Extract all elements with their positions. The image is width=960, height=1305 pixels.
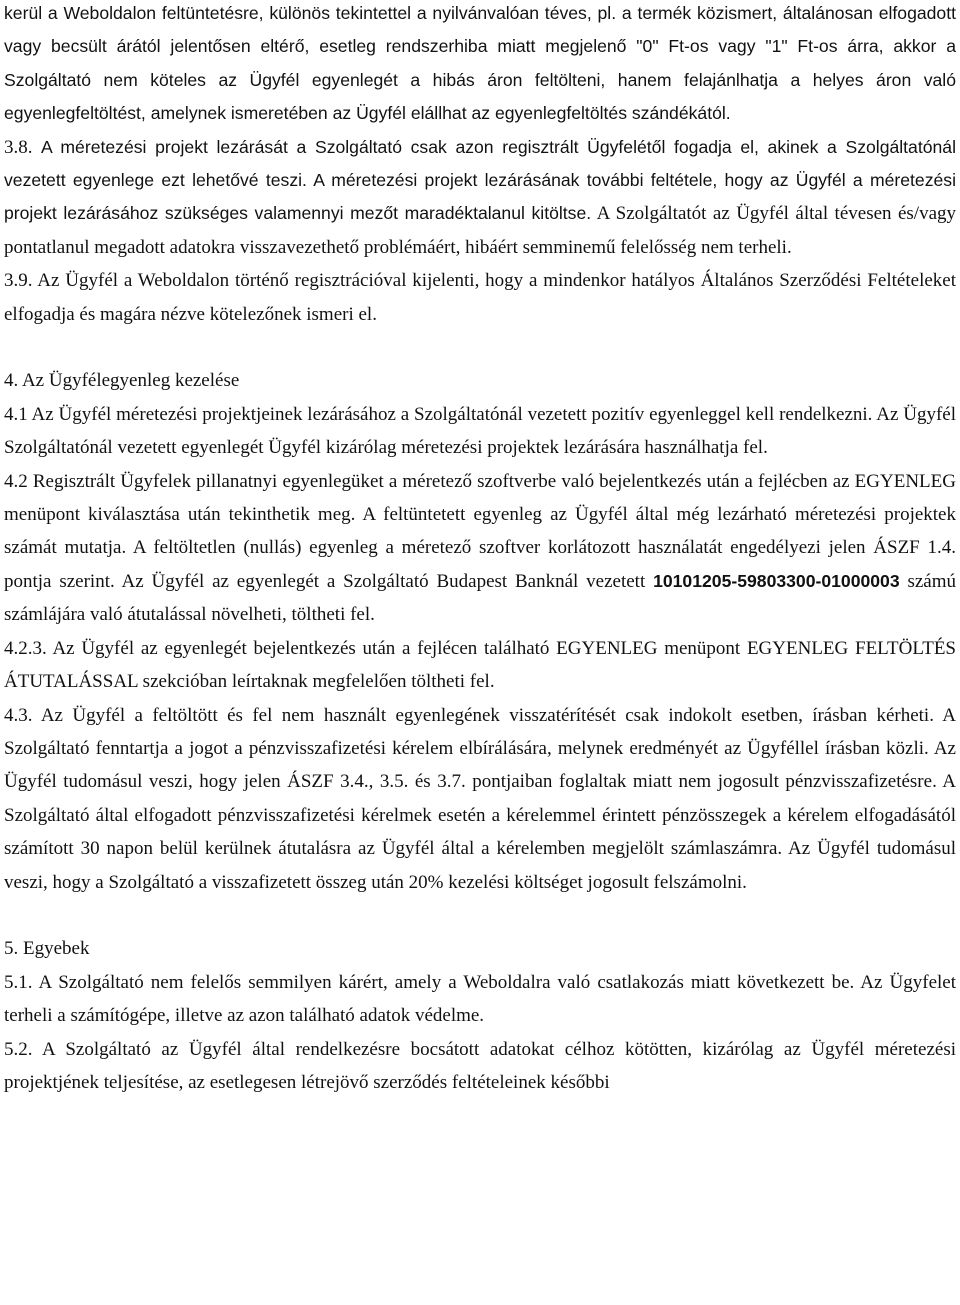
paragraph-3-8-sans-text: A méretezési projekt lezárását a Szolgáltató csak azon regisztrált Ügyfelétől fogadja el, akinek a Szolgáltatónál vezetett egyenlege ezt lehetővé teszi. A méretezési projekt lezárásának további feltétele, hogy az Ügyfél a méretezési projekt lezárásához szükséges valamennyi mezőt maradéktalanul kitöltse.: [4, 136, 956, 224]
paragraph-4-2-text: 4.2 Regisztrált Ügyfelek pillanatnyi egyenlegüket a méretező szoftverbe való bejelentkezés után a fejlécben az EGYENLEG menüpont kiválasztása után tekinthetik meg. A feltüntetett egyenleg az Ügyfél által még lezárható méretezési projektek számát mutatja. A feltöltetlen (nullás) egyenleg a méretező szoftver korlátozott használatát engedélyezi jelen ÁSZF 1.4. pontja szerint. Az Ügyfél az egyenlegét a Szolgáltató Budapest Banknál vezetett: [4, 470, 956, 592]
paragraph-3-8-serif-text: A Szolgáltatót az Ügyfél által tévesen és/vagy pontatlanul megadott adatokra visszavezethető problémáért, hibáért semminemű felelősség nem terheli.: [4, 203, 957, 258]
paragraph-4-3: 4.3. Az Ügyfél a feltöltött és fel nem használt egyenlegének visszatérítését csak indokolt esetben, írásban kérheti. A Szolgáltató fenntartja a jogot a pénzvisszafizetési kérelem elbírálására, melynek eredményét az Ügyféllel írásban közli. Az Ügyfél tudomásul veszi, hogy jelen ÁSZF 3.4., 3.5. és 3.7. pontjaiban foglaltak miatt nem jogosult pénzvisszafizetésre. A Szolgáltató által elfogadott pénzvisszafizetési kérelmek esetén a kérelemmel érintett pénzösszegek a kérelem elfogadásától számított 30 napon belül kerülnek átutalásra az Ügyfél által a kérelemben megjelölt számlaszámra. Az Ügyfél tudomásul veszi, hogy a Szolgáltató a visszafizetett összeg után 20% kezelési költséget jogosult felszámolni.: [4, 704, 956, 893]
paragraph-4-2: [4, 465, 956, 632]
paragraph-5-2: 5.2. A Szolgáltató az Ügyfél által rendelkezésre bocsátott adatokat célhoz kötötten, kizárólag az Ügyfél méretezési projektjének teljesítése, az esetlegesen létrejövő szerződés feltételeinek későbbi: [4, 1038, 956, 1093]
document-page: [4, 0, 956, 1099]
paragraph-4-1: 4.1 Az Ügyfél méretezési projektjeinek lezárásához a Szolgáltatónál vezetett pozitív egyenleggel kell rendelkezni. Az Ügyfél Szolgáltatónál vezetett egyenlegét Ügyfél kizárólag méretezési projektek lezárására használhatja fel.: [4, 403, 956, 459]
paragraph-3-7-continuation: kerül a Weboldalon feltüntetésre, különös tekintettel a nyilvánvalóan téves, pl. a termék közismert, általánosan elfogadott vagy becsült árától jelentősen eltérő, esetleg rendszerhiba miatt megjelenő "0" Ft-os vagy "1" Ft-os árra, akkor a Szolgáltató nem köteles az Ügyfél egyenlegét a hibás áron feltölteni, hanem felajánlhatja a helyes áron való egyenlegfeltöltést, amelynek ismeretében az Ügyfél elállhat az egyenlegfeltöltés szándékától.: [4, 3, 956, 124]
section-number-3-8: 3.8.: [4, 136, 33, 158]
paragraph-gap: [4, 899, 956, 932]
paragraph-gap: [4, 331, 956, 364]
paragraph-3-8: [4, 131, 956, 265]
section-heading-4: 4. Az Ügyfélegyenleg kezelése: [4, 370, 240, 392]
section-heading-5: 5. Egyebek: [4, 938, 90, 960]
paragraph-4-2-text-end: számú számlájára való átutalással növelheti, töltheti fel.: [4, 570, 957, 626]
paragraph-5-1: 5.1. A Szolgáltató nem felelős semmilyen kárért, amely a Weboldalra való csatlakozás miatt következett be. Az Ügyfelet terheli a számítógépe, illetve az azon található adatok védelme.: [4, 971, 956, 1027]
paragraph-4-2-3: 4.2.3. Az Ügyfél az egyenlegét bejelentkezés után a fejlécen található EGYENLEG menüpont EGYENLEG FELTÖLTÉS ÁTUTALÁSSAL szekcióban leírtaknak megfelelően töltheti fel.: [4, 637, 956, 693]
bank-account-number: 10101205-59803300-01000003: [653, 570, 900, 591]
paragraph-3-9: 3.9. Az Ügyfél a Weboldalon történő regisztrációval kijelenti, hogy a mindenkor hatályos Általános Szerződési Feltételeket elfogadja és magára nézve kötelezőnek ismeri el.: [4, 270, 956, 325]
